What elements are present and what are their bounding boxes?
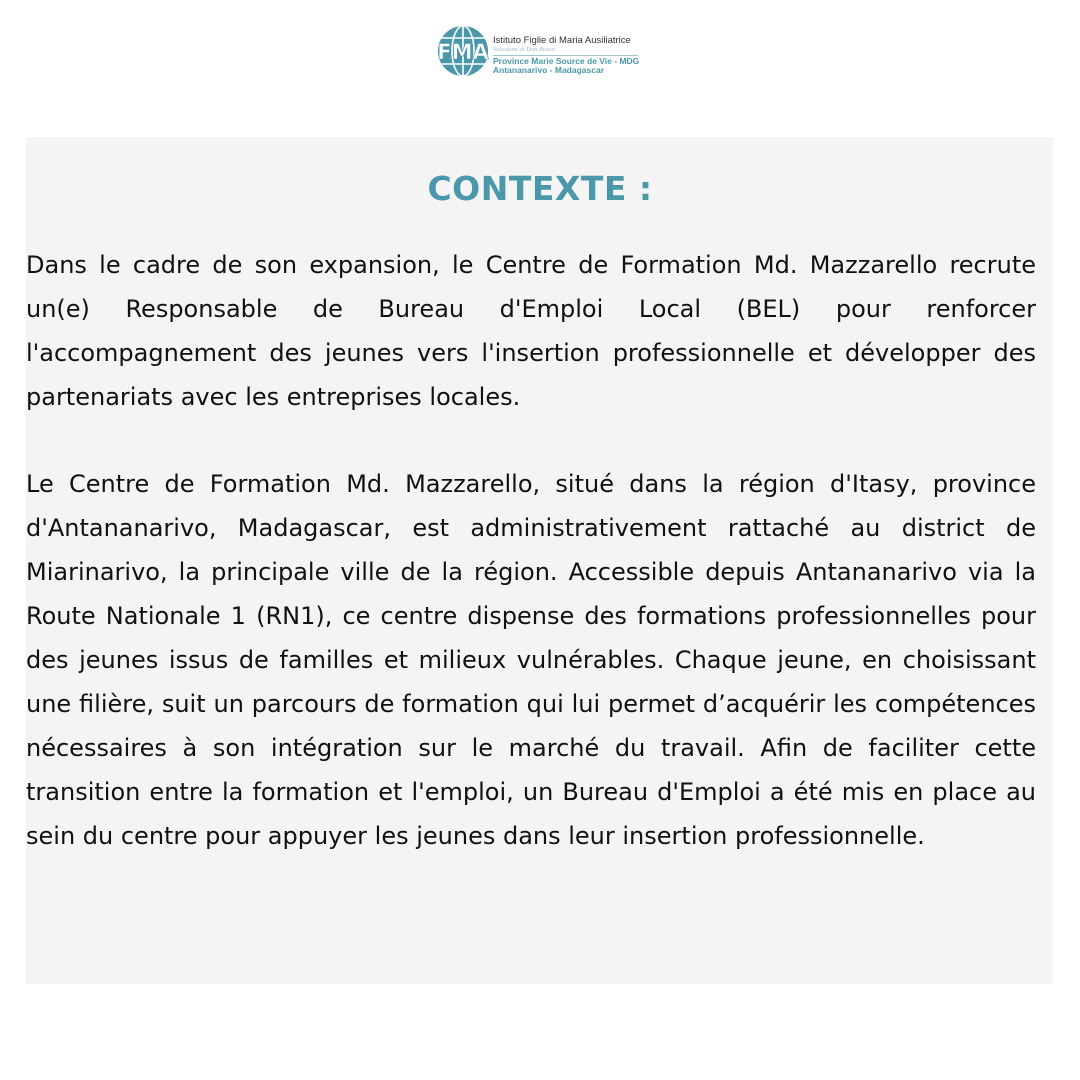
- fma-logo: [436, 24, 646, 80]
- logo-subtitle: Salesiane di Don Bosco: [493, 46, 555, 53]
- logo-monogram: FMA: [437, 40, 489, 64]
- context-paragraph-1: Dans le cadre de son expansion, le Centre de Formation Md. Mazzarello recrute un(e) Responsable de Bureau d'Emploi Local (BEL) pour renforcer l'accompagnement des jeunes vers l'insertion professionnelle et développer des partenariats avec les entreprises locales.: [26, 251, 1036, 411]
- globe-logo-icon: [436, 24, 490, 78]
- logo-text: [493, 35, 648, 75]
- logo-institute-name: Istituto Figlie di Maria Ausiliatrice: [493, 35, 631, 46]
- section-title: CONTEXTE :: [427, 169, 653, 208]
- context-paragraph-2: Le Centre de Formation Md. Mazzarello, situé dans la région d'Itasy, province d'Antananarivo, Madagascar, est administrativement rattaché au district de Miarinarivo, la principale ville de la région. Accessible depuis Antananarivo via la Route Nationale 1 (RN1), ce centre dispense des formations professionnelles pour des jeunes issus de familles et milieux vulnérables. Chaque jeune, en choisissant une filière, suit un parcours de formation qui lui permet d’acquérir les compétences nécessaires à son intégration sur le marché du travail. Afin de faciliter cette transition entre la formation et l'emploi, un Bureau d'Emploi a été mis en place au sein du centre pour appuyer les jeunes dans leur insertion professionnelle.: [26, 470, 1036, 850]
- logo-province: Province Marie Source de Vie - MDG: [493, 56, 640, 66]
- logo-location: Antananarivo - Madagascar: [493, 65, 605, 75]
